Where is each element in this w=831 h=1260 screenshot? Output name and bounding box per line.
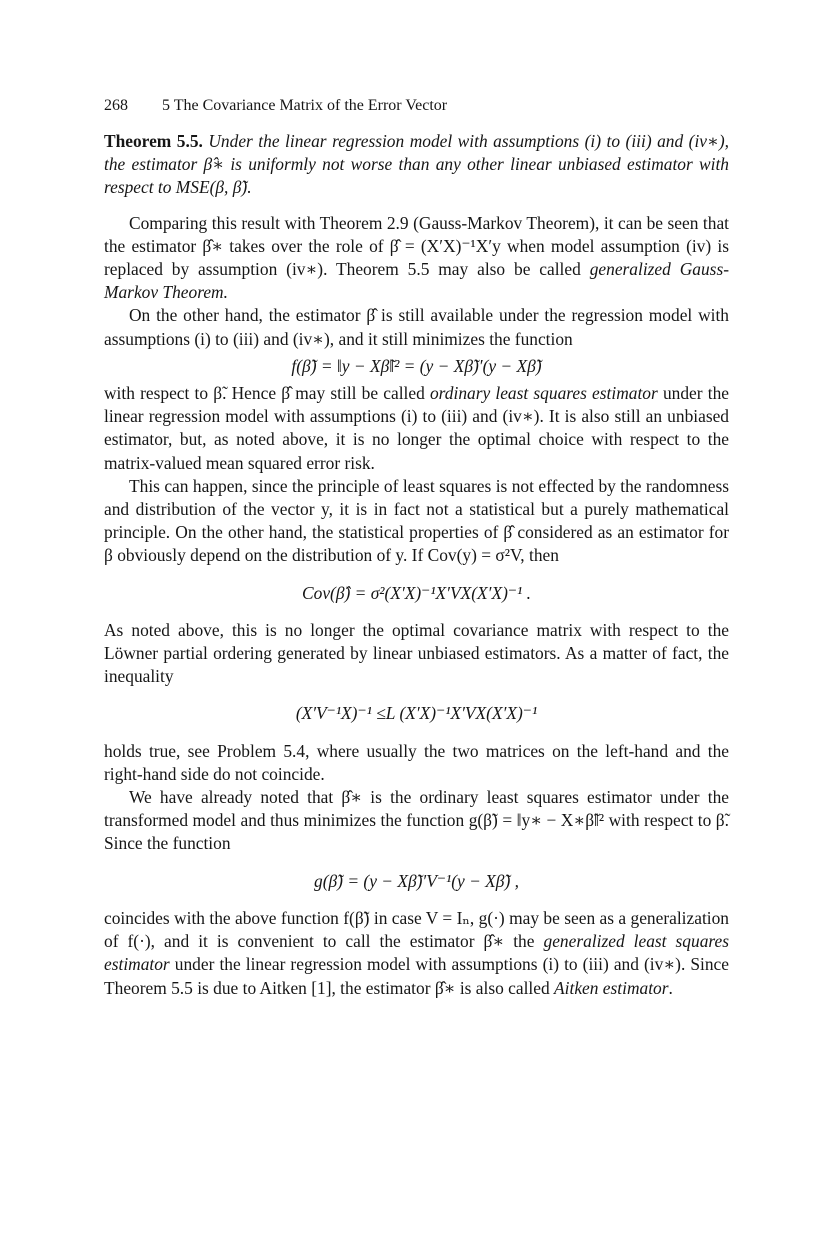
paragraph-8-middle: under the linear regression model with assumptions (i) to (iii) and (iv∗). Since Theorem 5.5 is due to Aitken [1], the estimator β̂∗ is also called [104, 954, 729, 998]
paragraph-3 [104, 382, 729, 475]
paragraph-8-tail: . [668, 977, 673, 998]
paragraph-8 [104, 907, 729, 1000]
body-text [104, 130, 729, 1000]
theorem-body: Under the linear regression model with assumptions (i) to (iii) and (iv∗), the estimator β̂∗ is uniformly not worse than any other linear unbiased estimator with respect to MSE(β, β̃). [104, 131, 729, 198]
equation-inequality: (X′V⁻¹X)⁻¹ ≤L (X′X)⁻¹X′VX(X′X)⁻¹ [295, 703, 538, 724]
paragraph-8-emphasis: generalized least squares estimator [104, 931, 729, 975]
paragraph-1 [104, 212, 729, 305]
paragraph-3-tail: under the linear regression model with assumptions (i) to (iii) and (iv∗). It is also still an unbiased estimator, but, as noted above, it is no longer the optimal choice with respect to the matrix-valued mean squared error risk. [104, 383, 729, 473]
theorem-statement [104, 130, 729, 200]
equation-g: g(β̃) = (y − Xβ̃)′V⁻¹(y − Xβ̃) , [314, 870, 519, 891]
theorem-label: Theorem 5.5. [104, 131, 203, 151]
equation-f: f(β̃) = ‖y − Xβ̃‖² = (y − Xβ̃)′(y − Xβ̃) [291, 355, 542, 376]
paragraph-3-text: with respect to β̃. Hence β̂ may still be called [104, 383, 430, 404]
paragraph-6: holds true, see Problem 5.4, where usually the two matrices on the left-hand and the right-hand side do not coincide. [104, 740, 729, 784]
paragraph-2: On the other hand, the estimator β̂ is still available under the regression model with assumptions (i) to (iii) and (iv∗), and it still minimizes the function [104, 305, 729, 349]
paragraph-3-emphasis: ordinary least squares estimator [429, 383, 658, 404]
paragraph-7: We have already noted that β̂∗ is the ordinary least squares estimator under the transformed model and thus minimizes the function g(β̃) = ‖y∗ − X∗β̃‖² with respect to β̃. Since the function [104, 787, 729, 854]
paragraph-5: As noted above, this is no longer the optimal covariance matrix with respect to the Löwner partial ordering generated by linear unbiased estimators. As a matter of fact, the inequality [104, 619, 729, 687]
running-header [104, 97, 447, 115]
paragraph-8-emphasis-2: Aitken estimator [554, 977, 669, 998]
chapter-title: 5 The Covariance Matrix of the Error Vector [162, 97, 448, 114]
page-number: 268 [104, 97, 128, 114]
equation-cov: Cov(β̂) = σ²(X′X)⁻¹X′VX(X′X)⁻¹ . [302, 582, 531, 603]
paragraph-4: This can happen, since the principle of least squares is not effected by the randomness and distribution of the vector y, it is in fact not a statistical but a purely mathematical principle. On the other hand, the statistical properties of β̂ considered as an estimator for β obviously depend on the distribution of y. If Cov(y) = σ²V, then [104, 475, 729, 566]
paragraph-1-emphasis: generalized Gauss-Markov Theorem. [104, 259, 729, 303]
paragraph-1-text: Comparing this result with Theorem 2.9 (Gauss-Markov Theorem), it can be seen that the estimator β̂∗ takes over the role of β̂ = (X′X)⁻¹X′y when model assumption (iv) is replaced by assumption (iv∗). Theorem 5.5 may also be called [104, 212, 729, 280]
paragraph-8-text: coincides with the above function f(β̃) in case V = Iₙ, g(·) may be seen as a generalization of f(·), and it is convenient to call the estimator β̂∗ the [104, 907, 729, 952]
